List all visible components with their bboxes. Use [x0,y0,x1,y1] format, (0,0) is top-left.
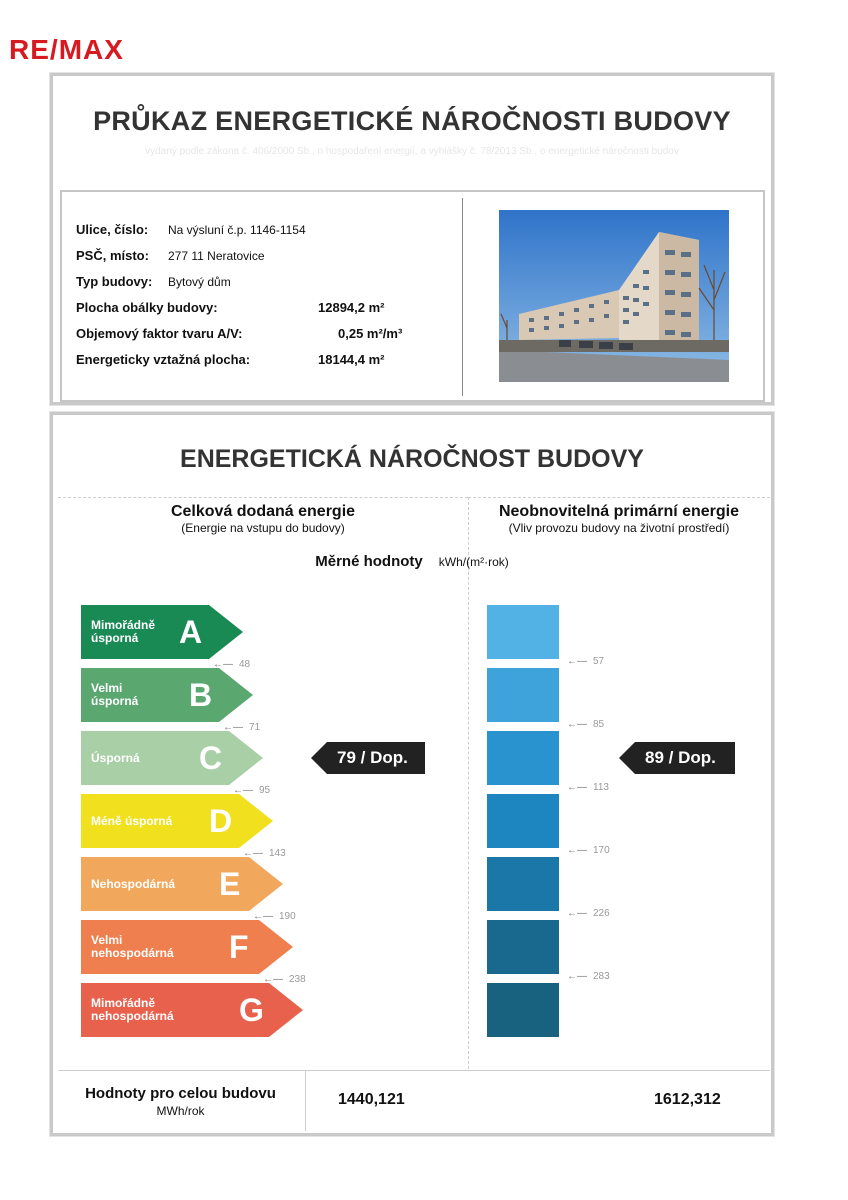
certificate-subtitle: vydaný podle zákona č. 406/2000 Sb., o hospodaření energií, a vyhlášky č. 78/2013 Sb., o energetické náročnosti budov [145,146,679,157]
envelope-label: Plocha obálky budovy: [76,300,218,315]
primary-threshold: ←— 170 [567,845,610,856]
reference-area-value: 18144,4 m² [318,352,385,367]
primary-energy-value: 89 / Dop. [645,748,716,767]
class-band-a [81,605,243,659]
primary-threshold: ←— 113 [567,782,609,793]
type-label: Typ budovy: [76,274,153,289]
class-label-g: Mimořádně nehospodárná [91,996,174,1023]
delivered-threshold-value: 95 [259,785,271,796]
delivered-threshold: ←— 95 [233,785,271,796]
primary-threshold-value: 226 [593,908,610,919]
primary-threshold: ←— 283 [567,971,610,982]
primary-energy-header [468,497,770,547]
delivered-energy-header [58,497,468,547]
street-label: Ulice, číslo: [76,222,149,237]
specific-values-row [53,553,771,570]
primary-threshold-value: 113 [593,782,609,793]
logo-part-re: RE [9,34,50,65]
delivered-energy-title: Celková dodaná energie [170,503,356,520]
primary-threshold: ←— 226 [567,908,610,919]
class-label-c: Úsporná [91,751,140,765]
whole-building-label: Hodnoty pro celou budovu [85,1085,276,1102]
shape-factor-value: 0,25 m²/m³ [338,326,403,341]
primary-class-block-a [487,605,559,659]
delivered-threshold-value: 190 [279,911,296,922]
primary-class-block-f [487,920,559,974]
primary-class-block-b [487,668,559,722]
delivered-threshold: ←— 71 [223,722,261,733]
class-letter-d: D [209,803,233,839]
primary-class-block-e [487,857,559,911]
delivered-threshold: ←— 238 [263,974,306,985]
class-letter-a: A [179,614,203,650]
class-label-a: Mimořádně úsporná [91,618,156,645]
primary-energy-indicator [619,742,735,774]
logo-part-max: MAX [58,34,124,65]
primary-class-block-g [487,983,559,1037]
delivered-energy-value: 79 / Dop. [337,748,408,767]
primary-class-block-d [487,794,559,848]
primary-energy-subtitle: (Vliv provozu budovy na životní prostředí) [508,521,730,535]
class-band-c [81,731,263,785]
primary-threshold-value: 85 [593,719,605,730]
primary-threshold-value: 283 [593,971,610,982]
class-band-f [81,920,293,974]
type-value: Bytový dům [168,275,231,289]
class-label-f: Velmi nehospodárná [91,933,174,960]
class-band-b [81,668,253,722]
certificate-header-card [50,73,774,405]
class-letter-e: E [219,866,241,902]
delivered-threshold-value: 143 [269,848,286,859]
primary-class-block-c [487,731,559,785]
specific-values-label: Měrné hodnoty [315,553,423,570]
class-letter-f: F [229,929,249,965]
delivered-threshold: ←— 143 [243,848,286,859]
street-value: Na výsluní č.p. 1146-1154 [168,223,306,237]
delivered-threshold-value: 238 [289,974,306,985]
delivered-energy-indicator [311,742,425,774]
primary-threshold-value: 170 [593,845,610,856]
column-divider [468,497,469,1069]
whole-building-primary: 1612,312 [654,1091,721,1108]
delivered-threshold-value: 71 [249,722,261,733]
photo-frame [462,198,760,396]
primary-threshold: ←— 85 [567,719,605,730]
primary-threshold: ←— 57 [567,656,605,667]
class-band-e [81,857,283,911]
envelope-value: 12894,2 m² [318,300,385,315]
whole-building-values [58,1070,770,1130]
reference-area-label: Energeticky vztažná plocha: [76,352,251,367]
class-label-e: Nehospodárná [91,877,176,891]
logo-slash: / [49,34,59,65]
delivered-energy-subtitle: (Energie na vstupu do budovy) [181,521,345,535]
footer-divider [305,1071,306,1131]
psc-label: PSČ, místo: [76,248,149,263]
class-label-b: Velmi úsporná [91,681,139,708]
remax-logo [9,34,124,66]
shape-factor-label: Objemový faktor tvaru A/V: [76,326,243,341]
class-band-g [81,983,303,1037]
certificate-title: PRŮKAZ ENERGETICKÉ NÁROČNOSTI BUDOVY [93,106,731,136]
psc-value: 277 11 Neratovice [168,249,265,263]
delivered-threshold: ←— 190 [253,911,296,922]
delivered-threshold: ←— 48 [213,659,251,670]
class-band-d [81,794,273,848]
energy-rating-card [50,412,774,1136]
class-label-d: Méně úsporná [91,814,173,828]
primary-threshold-value: 57 [593,656,605,667]
delivered-threshold-value: 48 [239,659,251,670]
building-photo [499,210,729,382]
class-letter-c: C [199,740,223,776]
class-letter-g: G [239,992,264,1028]
rating-title: ENERGETICKÁ NÁROČNOST BUDOVY [180,445,644,473]
building-info-box [60,190,765,402]
whole-building-unit: MWh/rok [156,1104,205,1118]
whole-building-delivered: 1440,121 [338,1091,405,1108]
class-letter-b: B [189,677,213,713]
specific-values-unit: kWh/(m²·rok) [438,555,509,569]
primary-energy-title: Neobnovitelná primární energie [498,503,740,520]
